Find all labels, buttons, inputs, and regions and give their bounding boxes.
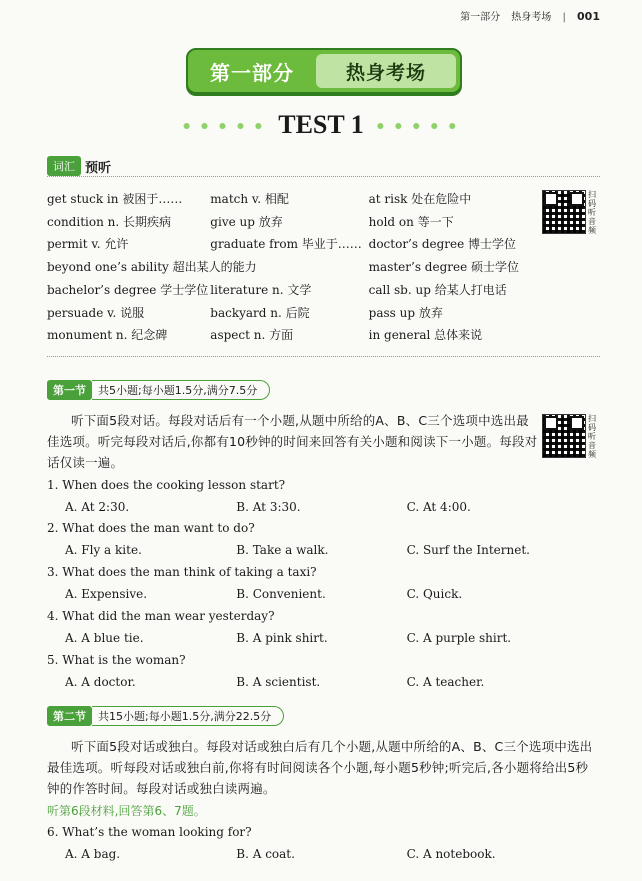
vocab-row <box>47 188 527 211</box>
part-banner <box>186 48 462 94</box>
header-divider: | <box>562 12 566 23</box>
vocab-item: monument n. 纪念碑 <box>47 328 168 343</box>
option-a: A. A bag. <box>65 847 121 861</box>
option-c: C. A notebook. <box>406 847 496 861</box>
section1-name: 第一节 <box>47 380 92 400</box>
vocab-row <box>47 256 527 279</box>
vocab-item: pass up 放弃 <box>368 305 443 320</box>
option-b: B. Take a walk. <box>236 543 329 557</box>
option-b: B. At 3:30. <box>236 500 301 514</box>
vocab-row <box>47 279 527 302</box>
decorative-dots-right: ● ● ● ● ● <box>376 119 460 135</box>
option-a: A. At 2:30. <box>65 500 130 514</box>
header-title: 热身考场 <box>511 12 552 23</box>
question: 4. What did the man wear yesterday? <box>47 609 275 623</box>
vocab-item: permit v. 允许 <box>47 237 129 252</box>
vocab-row <box>47 302 527 325</box>
vocab-item: aspect n. 方面 <box>210 328 294 343</box>
header-part: 第一部分 <box>460 12 501 23</box>
section1-instructions: 听下面5段对话。每段对话后有一个小题,从题中所给的A、B、C三个选项中选出最佳选项。听完每段对话后,你都有10秒钟的时间来回答有关小题和阅读下一小题。每段对话仅读一遍。 <box>47 413 538 470</box>
vocab-item: give up 放弃 <box>210 214 283 229</box>
option-a: A. Expensive. <box>65 587 148 601</box>
option-c: C. Quick. <box>406 587 463 601</box>
vocab-item: literature n. 文学 <box>210 282 312 297</box>
vocab-item: master’s degree 硕士学位 <box>368 260 520 275</box>
option-c: C. At 4:00. <box>406 500 471 514</box>
vocab-list <box>47 188 527 347</box>
vocab-row <box>47 324 527 347</box>
vocab-item: doctor’s degree 博士学位 <box>368 237 517 252</box>
option-a: A. Fly a kite. <box>65 543 142 557</box>
qr-code-icon[interactable] <box>542 190 586 234</box>
test-title: TEST 1 <box>278 110 364 139</box>
vocab-item: match v. 相配 <box>210 192 289 206</box>
options <box>65 543 565 557</box>
decorative-dots-left: ● ● ● ● ● <box>182 119 266 135</box>
vocab-item: at risk 处在危险中 <box>368 192 472 206</box>
vocab-item: hold on 等一下 <box>368 214 454 229</box>
question: 1. When does the cooking lesson start? <box>47 478 286 492</box>
option-c: C. Surf the Internet. <box>406 543 530 557</box>
options <box>65 675 565 689</box>
vocab-item: call sb. up 给某人打电话 <box>368 282 507 297</box>
qr-label: 扫码听音频 <box>588 190 596 235</box>
vocab-item: bachelor’s degree 学士学位 <box>47 282 209 297</box>
vocab-item: in general 总体来说 <box>368 328 483 343</box>
section1-heading <box>47 380 270 400</box>
question: 6. What’s the woman looking for? <box>47 825 252 839</box>
question: 2. What does the man want to do? <box>47 521 255 535</box>
vocab-row <box>47 211 527 234</box>
vocab-item: beyond one’s ability 超出某人的能力 <box>47 260 257 275</box>
options <box>65 847 565 861</box>
option-a: A. A doctor. <box>65 675 136 689</box>
vocab-tag: 词汇 <box>47 156 81 176</box>
test-heading <box>0 110 642 140</box>
options <box>65 631 565 645</box>
section2-heading <box>47 706 284 726</box>
option-c: C. A purple shirt. <box>406 631 512 645</box>
page-number: 001 <box>577 10 600 23</box>
question: 5. What is the woman? <box>47 653 186 667</box>
section2-name: 第二节 <box>47 706 92 726</box>
divider-top <box>47 176 600 177</box>
option-b: B. A coat. <box>236 847 295 861</box>
vocab-row <box>47 233 527 256</box>
option-a: A. A blue tie. <box>65 631 144 645</box>
section1-desc: 共5小题;每小题1.5分,满分7.5分 <box>92 380 270 400</box>
section2-desc: 共15小题;每小题1.5分,满分22.5分 <box>92 706 284 726</box>
material-note: 听第6段材料,回答第6、7题。 <box>47 804 206 818</box>
option-b: B. Convenient. <box>236 587 326 601</box>
divider-bottom <box>47 356 600 357</box>
question: 3. What does the man think of taking a taxi? <box>47 565 317 579</box>
vocab-title: 预听 <box>85 160 112 176</box>
options <box>65 500 565 514</box>
vocab-item: graduate from 毕业于…… <box>210 237 362 252</box>
banner-title: 热身考场 <box>316 54 456 88</box>
vocab-item: condition n. 长期疾病 <box>47 214 171 229</box>
vocab-heading <box>47 156 111 176</box>
option-b: B. A scientist. <box>236 675 321 689</box>
option-c: C. A teacher. <box>406 675 485 689</box>
qr-code-icon[interactable] <box>542 414 586 458</box>
running-header <box>460 8 600 23</box>
vocab-item: backyard n. 后院 <box>210 305 310 320</box>
vocab-item: persuade v. 说服 <box>47 305 145 320</box>
banner-part: 第一部分 <box>210 60 294 85</box>
option-b: B. A pink shirt. <box>236 631 328 645</box>
vocab-item: get stuck in 被困于…… <box>47 192 183 206</box>
section2-instructions: 听下面5段对话或独白。每段对话或独白后有几个小题,从题中所给的A、B、C三个选项中选出最佳选项。听每段对话或独白前,你将有时间阅读各个小题,每小题5秒钟;听完后,各小题将给出5秒钟的作答时间。每段对话或独白读两遍。 <box>47 739 593 796</box>
options <box>65 587 565 601</box>
qr-label: 扫码听音频 <box>588 414 596 459</box>
